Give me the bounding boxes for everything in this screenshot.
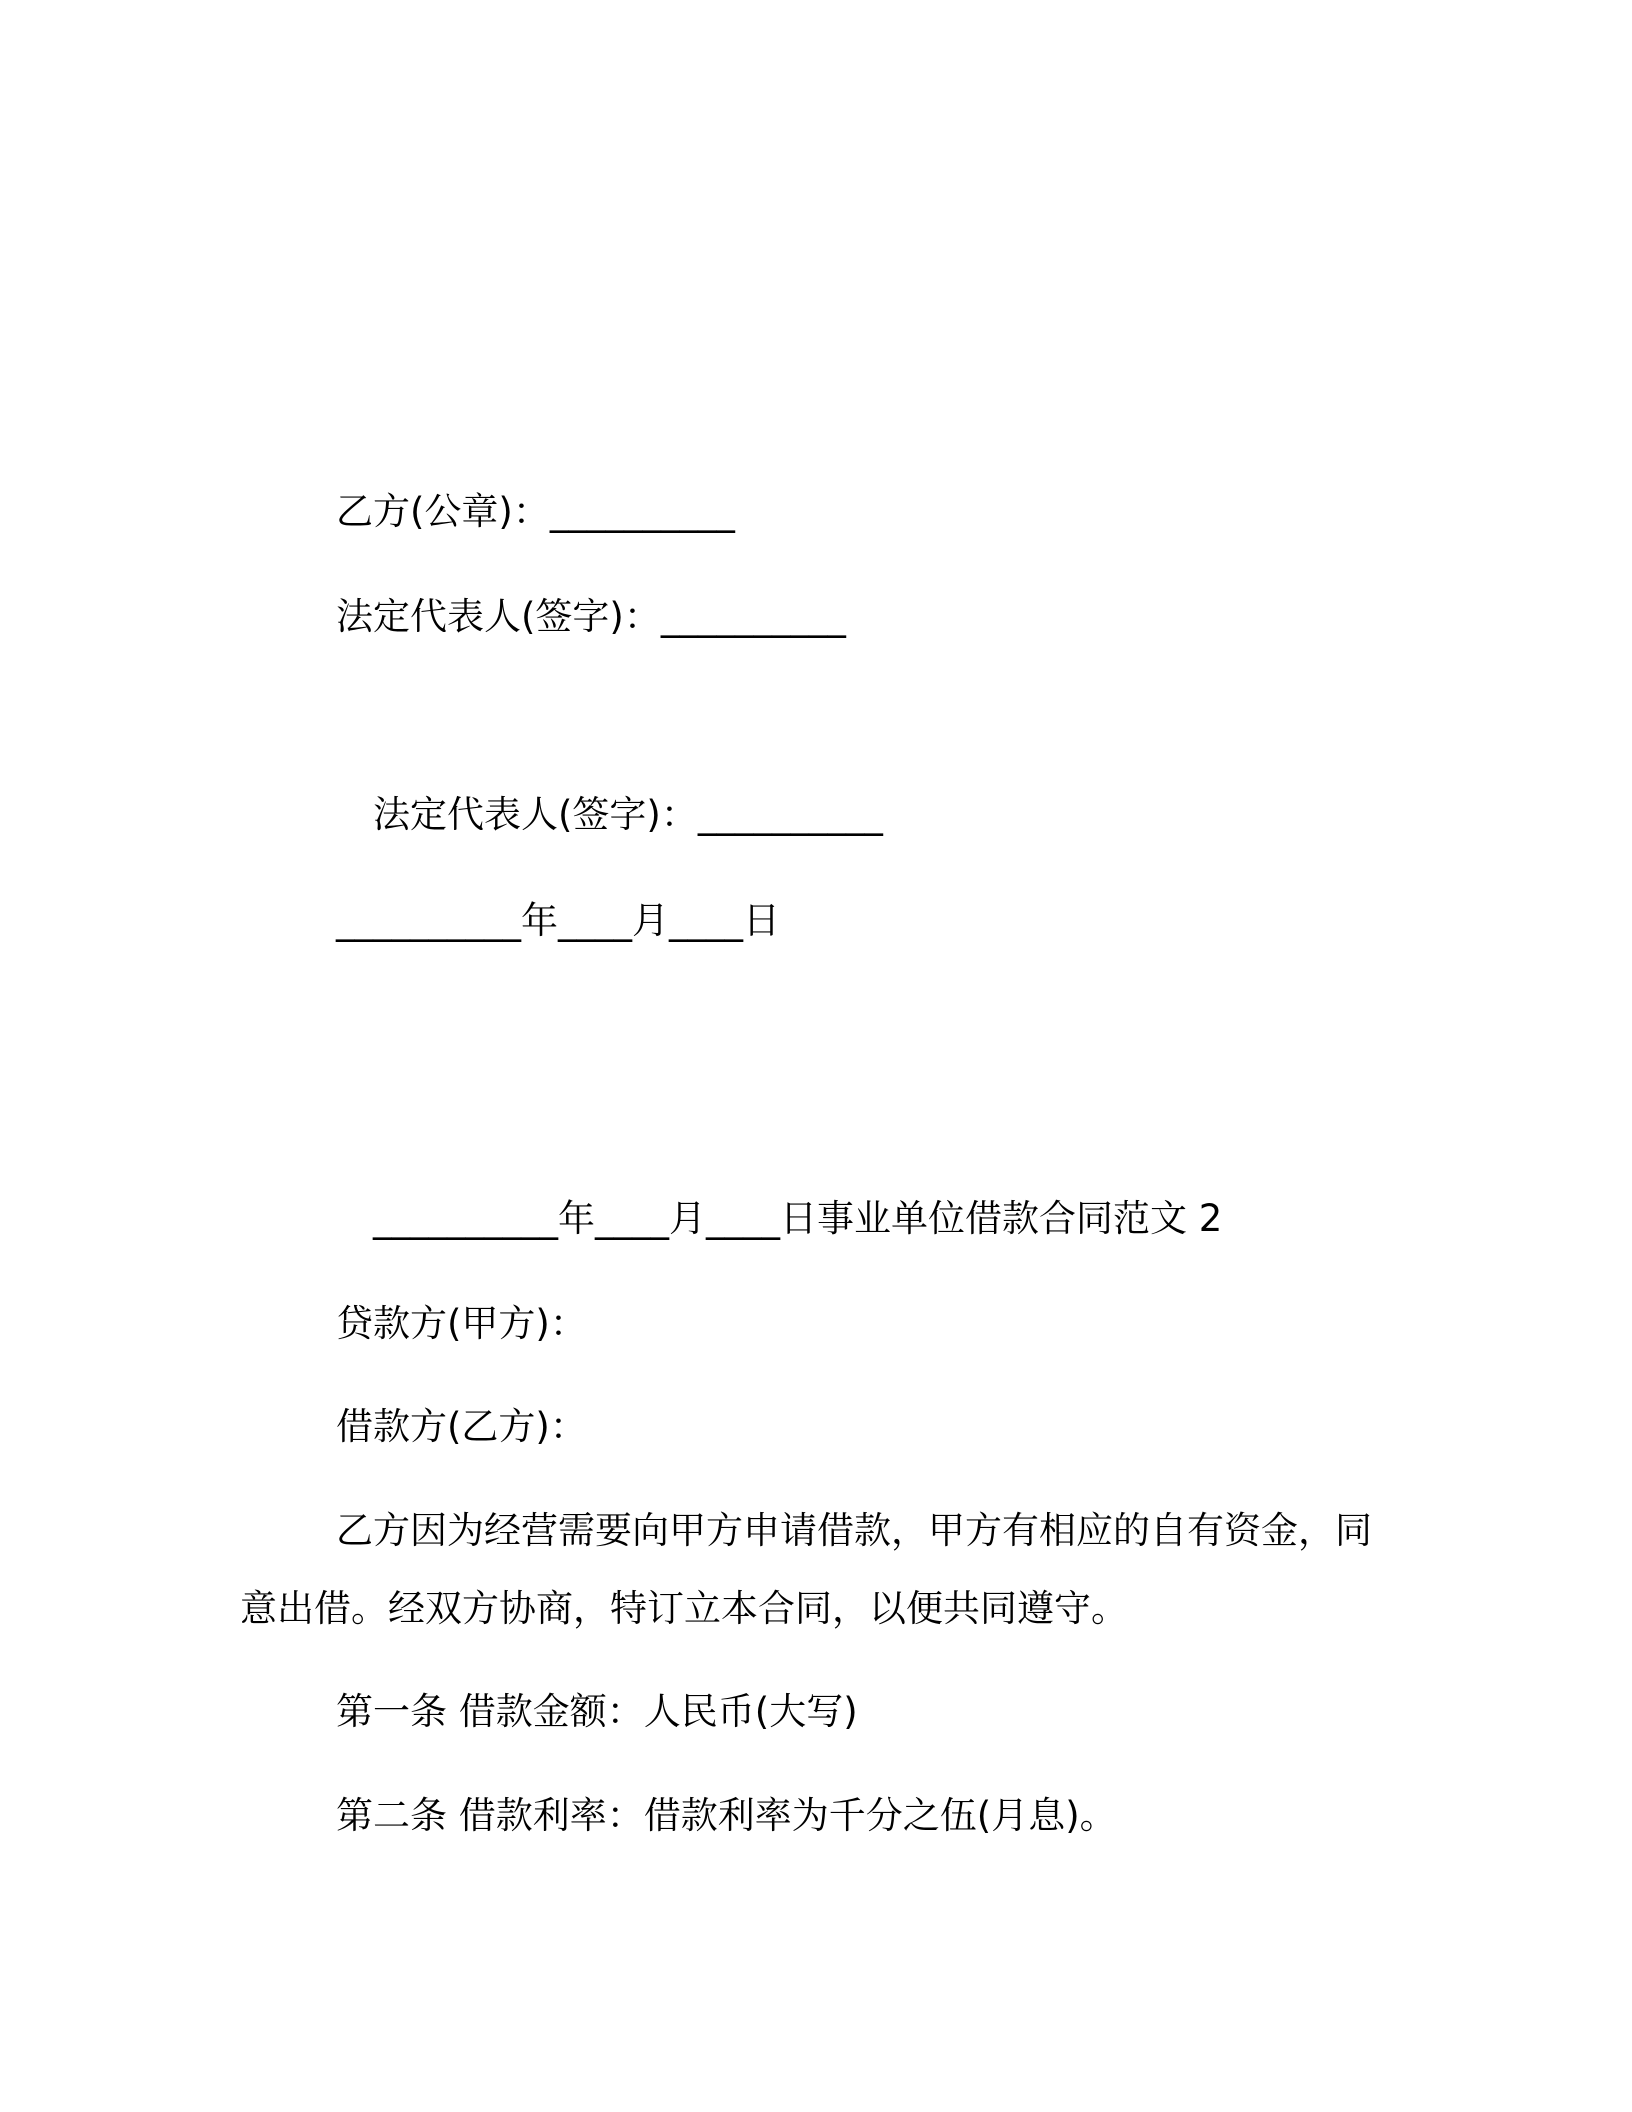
legal-representative-signature-line: 法定代表人(签字)：__________ [336,595,846,638]
lender-party-a-label: 贷款方(甲方)： [336,1302,587,1345]
borrower-party-b-label: 借款方(乙方)： [336,1405,587,1448]
section-heading: __________年____月____日事业单位借款合同范文 2 [373,1197,1223,1240]
party-b-seal-line: 乙方(公章)：__________ [336,490,735,533]
intro-paragraph: 乙方因为经营需要向甲方申请借款，甲方有相应的自有资金，同意出借。经双方协商，特订立本合同，以便共同遵守。 [240,1509,1372,1630]
legal-representative-signature-line-second: 法定代表人(签字)：__________ [373,793,883,836]
article-1-loan-amount: 第一条 借款金额：人民币(大写) [336,1690,858,1733]
signing-date-line: __________年____月____日 [336,899,780,942]
article-2-interest-rate: 第二条 借款利率：借款利率为千分之伍(月息)。 [336,1794,1117,1837]
